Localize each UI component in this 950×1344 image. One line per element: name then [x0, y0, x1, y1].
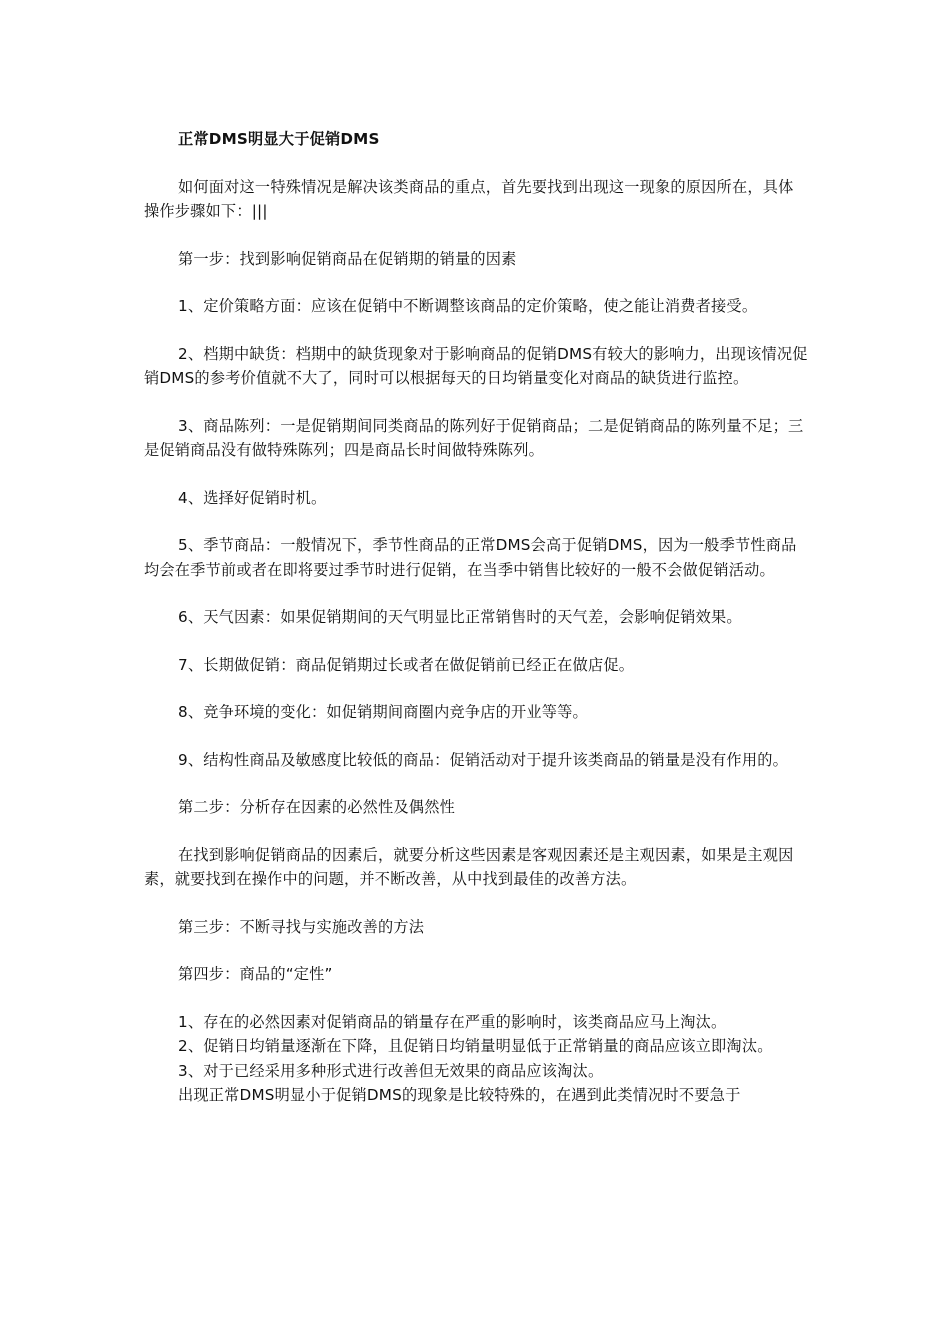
factor-item-3: 3、商品陈列：一是促销期间同类商品的陈列好于促销商品；二是促销商品的陈列量不足；三是促销商品没有做特殊陈列；四是商品长时间做特殊陈列。	[144, 416, 804, 459]
factor-item-4: 4、选择好促销时机。	[178, 488, 327, 507]
step-two-heading: 第二步：分析存在因素的必然性及偶然性	[178, 798, 455, 816]
step-four-heading: 第四步：商品的“定性”	[178, 965, 333, 983]
factor-item-6: 6、天气因素：如果促销期间的天气明显比正常销售时的天气差，会影响促销效果。	[178, 608, 742, 626]
step-three-heading: 第三步：不断寻找与实施改善的方法	[178, 917, 425, 936]
elimination-item-1: 1、存在的必然因素对促销商品的销量存在严重的影响时，该类商品应马上淘汰。	[178, 1012, 727, 1031]
step-one-heading: 第一步：找到影响促销商品在促销期的销量的因素	[178, 249, 517, 268]
factor-item-9: 9、结构性商品及敏感度比较低的商品：促销活动对于提升该类商品的销量是没有作用的。	[178, 750, 788, 769]
document-body	[144, 127, 808, 1108]
elimination-item-2: 2、促销日均销量逐渐在下降，且促销日均销量明显低于正常销量的商品应该立即淘汰。	[178, 1037, 773, 1055]
factor-item-1: 1、定价策略方面：应该在促销中不断调整该商品的定价策略，使之能让消费者接受。	[178, 297, 758, 315]
elimination-item-3: 3、对于已经采用多种形式进行改善但无效果的商品应该淘汰。	[178, 1061, 604, 1080]
factor-item-8: 8、竞争环境的变化：如促销期间商圈内竞争店的开业等等。	[178, 703, 588, 721]
factor-item-2: 2、档期中缺货：档期中的缺货现象对于影响商品的促销DMS有较大的影响力，出现该情况促销DMS的参考价值就不大了，同时可以根据每天的日均销量变化对商品的缺货进行监控。	[144, 344, 808, 387]
factor-item-5: 5、季节商品：一般情况下，季节性商品的正常DMS会高于促销DMS，因为一般季节性商品均会在季节前或者在即将要过季节时进行促销，在当季中销售比较好的一般不会做促销活动。	[144, 536, 797, 579]
paragraph-step-two: 在找到影响促销商品的因素后，就要分析这些因素是客观因素还是主观因素，如果是主观因素，就要找到在操作中的问题，并不断改善，从中找到最佳的改善方法。	[144, 845, 794, 888]
paragraph-closing: 出现正常DMS明显小于促销DMS的现象是比较特殊的，在遇到此类情况时不要急于	[178, 1086, 741, 1104]
factor-item-7: 7、长期做促销：商品促销期过长或者在做促销前已经正在做店促。	[178, 655, 635, 674]
document-title: 正常DMS明显大于促销DMS	[178, 130, 380, 148]
paragraph-intro: 如何面对这一特殊情况是解决该类商品的重点，首先要找到出现这一现象的原因所在，具体操作步骤如下：|||	[144, 177, 794, 220]
